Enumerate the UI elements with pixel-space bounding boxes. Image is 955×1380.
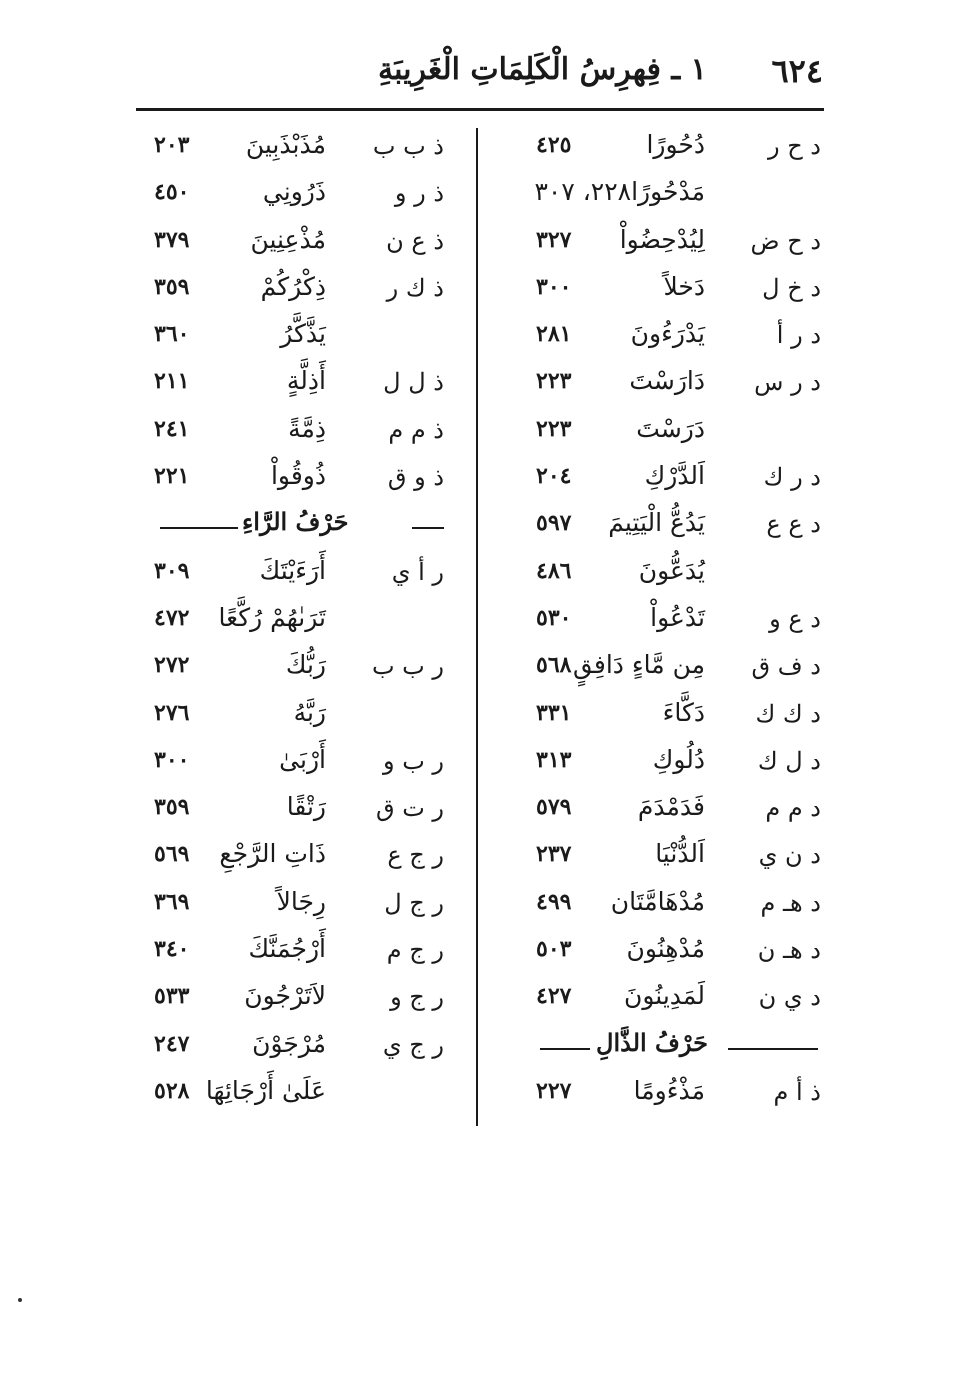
index-entry [150,975,450,1022]
entry-word: دَكَّاءَ [662,697,705,727]
entry-page: ٢٣٧ [536,841,572,868]
entry-word: دَرَسْتَ [636,413,705,443]
entry-root: د خ ل [762,273,821,302]
entry-root: د ك ك [755,699,821,728]
entry-page: ٥٦٨ [536,652,572,679]
entry-page: ٣٦٠ [154,321,190,348]
index-entry [150,786,450,833]
entry-root: د ر س [754,368,821,397]
entry-page: ٣٦٩ [154,888,190,915]
entry-page: ٢٠٤ [536,463,572,490]
entry-root: د ر ك [763,463,821,492]
entry-root: ر ج و [390,983,444,1012]
header-rule [136,108,824,111]
entry-word: مُذَبْذَبِينَ [245,130,326,159]
entry-page: ٥٣٣ [154,983,190,1010]
entry-root: ذ ع ن [386,226,444,255]
entry-page: ٣٠٠ [536,273,572,300]
entry-word: أَذِلَّةٍ [286,366,326,396]
index-entry [530,313,825,360]
entry-page: ٥٢٨ [154,1077,190,1104]
entry-word: دَارَسْتَ [629,366,705,396]
entry-root: ر ج م [386,936,444,965]
entry-word: ذِكْرُكُمْ [260,271,326,301]
index-entry [150,928,450,975]
section-title: حَرْفُ الرَّاءِ [242,507,349,537]
index-entry [150,739,450,786]
entry-page: ٢١١ [154,368,190,395]
stray-dot [18,1298,22,1302]
entry-page: ٤٥٠ [154,179,190,206]
entry-word: مُدْهَامَّتَان [610,886,705,916]
entry-page: ٥٦٩ [154,841,190,868]
index-entry [530,975,825,1022]
letter-section-heading [150,502,450,549]
index-entry [530,219,825,266]
entry-word: مُذْعِنِينَ [250,224,326,254]
entry-page: ٤٩٩ [536,888,572,915]
entry-root: ر ج ع [387,841,444,870]
entry-root: د ف ق [751,652,821,681]
entry-root: د هـ م [760,888,821,917]
entry-root: ر ب و [382,746,444,775]
index-entry [150,692,450,739]
index-entry [530,360,825,407]
entry-page: ٥٩٧ [536,510,572,537]
entry-word: دُلُوكِ [652,744,705,774]
entry-root: د ن ي [758,841,821,870]
index-entry [530,408,825,455]
entry-word: أَرْجُمَنَّكَ [248,934,326,964]
right-index-column [530,124,825,1117]
entry-root: د ر أ [776,321,821,350]
page-number: ٦٢٤ [771,52,823,90]
index-entry [150,550,450,597]
index-entry [150,360,450,407]
entry-root: ذ ك ر [386,273,444,302]
entry-root: ر ج ي [382,1030,444,1059]
index-entry [150,219,450,266]
entry-word: لِيُدْحِضُواْ [619,224,705,254]
entry-root: د م م [765,794,821,823]
index-entry [530,124,825,171]
entry-root: د هـ ن [757,936,821,965]
entry-page: ٥٠٣ [536,936,572,963]
entry-page: ٣٠٠ [154,746,190,773]
entry-word: يُدَعُّونَ [638,555,705,585]
entry-word: رَتْقًا [286,792,326,822]
entry-page: ٢٢٣ [536,415,572,442]
index-entry [530,266,825,313]
entry-root: ر ب ب [371,652,444,681]
entry-word: ذُوقُواْ [270,461,326,491]
entry-page: ٢٢١ [154,463,190,490]
index-entry [150,1023,450,1070]
entry-root: ذ م م [388,415,444,444]
entry-page: ٣٥٩ [154,273,190,300]
entry-page: ٢٨١ [536,321,572,348]
entry-page: ٥٣٠ [536,604,572,631]
entry-word: يَدُعُّ الْيَتِيمَ [608,508,705,538]
entry-page: ٤٢٥ [536,132,572,158]
entry-page: ٣٢٧ [536,226,572,253]
index-entry [150,833,450,880]
entry-page: ٢٢٣ [536,368,572,395]
entry-word: أَرْبَىٰ [279,744,326,774]
index-entry [530,786,825,833]
index-entry [150,408,450,455]
entry-page: ٢٠٣ [154,132,190,158]
heading-rule-left [160,527,238,529]
entry-root: ذ أ م [773,1077,821,1106]
entry-root: د ح ض [750,226,821,255]
entry-word: مَدْحُورًا٢٢٨، ٣٠٧ [534,177,705,207]
index-entry [530,739,825,786]
left-index-column [150,124,450,1117]
index-entry [150,171,450,218]
index-entry [530,597,825,644]
entry-word: اَلدَّرْكِ [644,461,705,491]
entry-word: دُحُورًا [646,130,705,159]
index-entry [150,313,450,360]
index-entry [150,881,450,928]
entry-page: ٣٤٠ [154,936,190,963]
entry-word: يَذَّكَّرُ [280,319,326,349]
entry-word: دَخلاً [663,271,705,301]
entry-word: مُرْجَوْنَ [252,1028,326,1058]
entry-page: ٣٧٩ [154,226,190,253]
index-entry [150,1070,450,1117]
letter-section-heading [530,1023,825,1070]
entry-word: أَرَءَيْتَكَ [259,555,326,585]
entry-word: يَدْرَءُونَ [630,319,705,349]
entry-page: ٣٠٩ [154,557,190,584]
entry-word: لاَتَرْجُونَ [244,981,326,1011]
heading-rule-left [540,1048,590,1050]
index-entry [530,502,825,549]
entry-page: ٢٧٦ [154,699,190,726]
entry-root: ر أ ي [391,557,444,586]
entry-word: مِن مَّاءٍ دَافِقٍ [573,650,705,680]
index-entry [530,550,825,597]
column-divider [476,128,478,1126]
index-entry [530,833,825,880]
entry-word: فَدَمْدَمَ [637,792,705,822]
entry-word: تَدْعُواْ [650,602,705,632]
section-title: حَرْفُ الذَّالِ [596,1027,708,1057]
entry-word: ذَاتِ الرَّجْعِ [219,839,326,869]
entry-page: ٥٧٩ [536,794,572,821]
index-entry [150,644,450,691]
index-entry [530,692,825,739]
entry-word: رَبَّهُ [293,697,326,727]
entry-root: د ل ك [757,746,821,775]
heading-rule-right [728,1048,818,1050]
entry-page: ٤٨٦ [536,557,572,584]
index-entry [150,124,450,171]
heading-rule-right [412,527,444,529]
entry-word: تَرَىٰهُمْ رُكَّعًا [218,602,326,632]
index-entry [530,455,825,502]
entry-word: مُدْهِنُونَ [626,934,705,964]
entry-word: عَلَىٰ أَرْجَائِهَا [205,1075,326,1105]
page-header [138,48,823,106]
entry-page: ٤٢٧ [536,983,572,1010]
entry-root: ر ت ق [375,794,444,823]
entry-page: ٢٤١ [154,415,190,442]
entry-page: ٣١٣ [536,746,572,773]
entry-root: د ع و [769,604,821,633]
entry-root: ذ ل ل [383,368,444,397]
index-entry [530,1070,825,1117]
index-entry [150,597,450,644]
index-entry [530,881,825,928]
entry-word: رِجَالاً [276,886,326,916]
entry-page: ٤٧٢ [154,604,190,631]
index-entry [530,644,825,691]
index-entry [150,266,450,313]
entry-page: ٢٢٧ [536,1077,572,1104]
entry-root: د ي ن [758,983,821,1012]
entry-root: ذ ر و [394,179,444,208]
entry-root: ذ ب ب [372,132,444,160]
index-entry [150,455,450,502]
entry-word: مَذْءُومًا [633,1075,705,1105]
index-entry [530,928,825,975]
page-title: ١ ـ فِهرِسُ الْكَلِمَاتِ الْغَرِيبَةِ [378,52,707,87]
entry-word: رَبُّكَ [285,650,326,680]
entry-root: د ع ع [766,510,821,539]
entry-word: اَلدُّنْيَا [655,839,705,869]
entry-word: لَمَدِينُونَ [624,981,705,1011]
entry-page: ٣٣١ [536,699,572,726]
entry-root: ر ج ل [384,888,444,917]
entry-page: ٢٤٧ [154,1030,190,1057]
entry-page: ٣٥٩ [154,794,190,821]
index-entry [530,171,825,218]
entry-word: ذَرُونِي [262,177,326,207]
entry-page: ٢٧٢ [154,652,190,679]
entry-root: د ح ر [767,132,821,160]
entry-word: ذِمَّةً [288,413,326,443]
entry-root: ذ و ق [387,463,444,492]
